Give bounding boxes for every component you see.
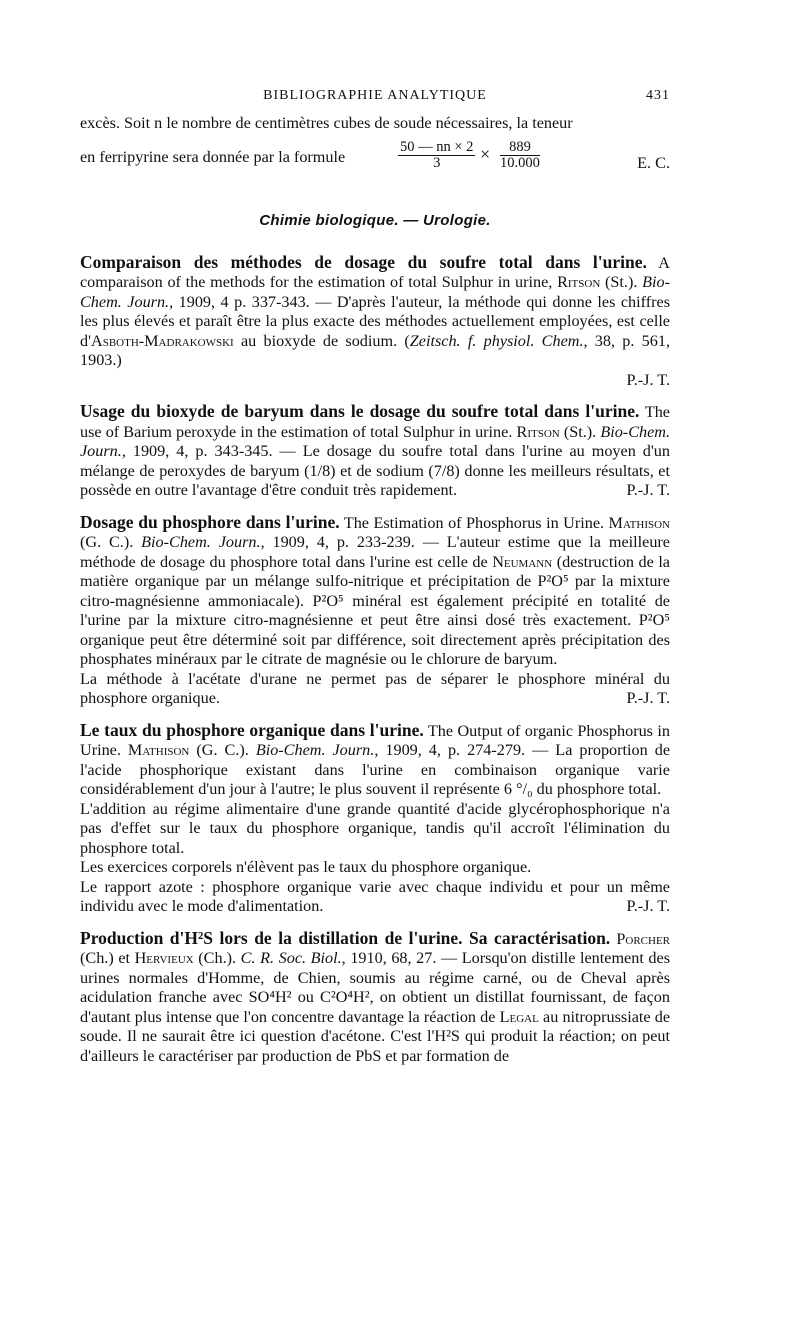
article-2-text: , 1909, 4, p. 343-345. — Le dosage du soufre total dans l'urine au moyen d'un mélange de peroxydes de baryum (1/8) et de sodium (7/8) donne les meilleurs résultats, et possède en outre l'avantage d'être conduit très rapidement.: [80, 442, 670, 499]
journal-name: Bio-Chem. Journ.: [141, 533, 261, 551]
author-name: Mathison: [608, 513, 670, 532]
article-2: [80, 402, 670, 501]
journal-name: Bio-Chem. Journ.: [80, 422, 671, 460]
article-4-title: Le taux du phosphore organique dans l'urine.: [80, 719, 424, 740]
fraction-1-denominator: 3: [433, 154, 441, 171]
article-5-title: Production d'H²S lors de la distillation de l'urine. Sa caractérisation.: [80, 927, 611, 948]
author-name: Mathison: [127, 741, 190, 759]
intro-signature: E. C.: [637, 153, 670, 172]
article-3-body: [80, 513, 670, 670]
article-1-title: Comparaison des méthodes de dosage du soufre total dans l'urine.: [80, 251, 647, 272]
article-3-paragraph-2: [80, 670, 670, 709]
article-4-text: , 1909, 4, p. 274-279. — La proportion de l'acide phosphorique existant dans l'urine en combinaison organique varie considérablement d'un jour à l'autre; le plus souvent il représente 6 °/₀ du phosphore total.: [80, 741, 671, 798]
journal-name: C. R. Soc. Biol.: [240, 949, 342, 967]
section-heading: Chimie biologique. — Urologie.: [259, 211, 491, 229]
article-4: [80, 721, 670, 917]
article-1-text: (St.).: [600, 273, 643, 291]
article-4-paragraph-4: [80, 878, 670, 917]
author-name: Neumann: [492, 552, 553, 571]
fraction-2-denominator: 10.000: [500, 154, 540, 171]
article-2-title: Usage du bioxyde de baryum dans le dosage du soufre total dans l'urine.: [80, 401, 640, 421]
journal-name: Zeitsch. f. physiol. Chem.: [409, 331, 584, 350]
intro-line-1: excès. Soit n le nombre de centimètres cubes de soude nécessaires, la teneur: [80, 114, 573, 132]
multiply-sign: ×: [480, 143, 491, 164]
article-2-text: The use of Barium peroxyde in the estimation of total Sulphur in urine.: [80, 403, 670, 441]
article-5-text: au nitroprussiate de soude. Il ne saurait être ici question d'acétone. C'est l'H²S qui produit la réaction; on peut d'ailleurs le caractériser par production de PbS et par formation de: [80, 1007, 671, 1065]
author-name: Ritson: [516, 422, 560, 441]
article-2-body: [80, 402, 670, 501]
running-title: BIBLIOGRAPHIE ANALYTIQUE: [263, 88, 487, 103]
article-4-paragraph-3: Les exercices corporels n'élèvent pas le taux du phosphore organique.: [80, 858, 532, 876]
article-1-text: au bioxyde de sodium. (: [233, 331, 410, 350]
article-1-body: [80, 253, 670, 371]
article-5-text: , 1910, 68, 27. — Lorsqu'on distille lentement des urines normales d'Homme, de Chien, soumis au régime carné, ou de Cheval après acidulation franche avec SO⁴H² ou C²O⁴H², on obtient un distillat fournissant, de façon d'autant plus intense que l'on concentre davantage la réaction de: [80, 949, 670, 1026]
formula-fraction-2: [500, 140, 540, 171]
running-head: [80, 88, 670, 110]
formula-fraction-1: [398, 140, 475, 171]
article-4-text: The Output of organic Phosphorus in Urine.: [80, 721, 670, 759]
formula-line: [80, 134, 670, 180]
author-name: Asboth-Madrakowski: [91, 331, 234, 350]
article-4-text: (G. C.).: [189, 741, 256, 759]
author-name: Ritson: [557, 273, 601, 291]
article-3-text: , 1909, 4, p. 233-239. — L'auteur estime que la meilleure méthode de dosage du phosphore total dans l'urine est celle de: [80, 533, 670, 571]
author-name: Porcher: [616, 929, 670, 948]
page: [80, 88, 670, 1066]
article-3-text: (G. C.).: [80, 533, 142, 551]
article-3-text: (destruction de la matière organique par un mélange sulfo-nitrique et précipitation de P²O⁵ par la mixture citro-magnésienne ammoniacale). P²O⁵ minéral est également précipité en totalité de l'urine par la mixture citro-magnésienne et peut être ainsi dosé très exactement. P²O⁵ organique peut être déterminé soit par différence, soit directement après précipitation des phosphates minéraux par le citrate de magnésie ou le chlorure de baryum.: [80, 552, 670, 668]
article-4-signature: P.-J. T.: [626, 897, 670, 915]
article-5-text: (Ch.).: [193, 949, 241, 967]
article-4-body: [80, 721, 670, 800]
article-5: [80, 929, 670, 1067]
article-3: [80, 513, 670, 709]
article-1: [80, 253, 670, 391]
article-2-signature: P.-J. T.: [626, 481, 670, 499]
fraction-2-numerator: 889: [500, 140, 540, 156]
article-2-text: (St.).: [559, 422, 601, 441]
article-3-signature: P.-J. T.: [626, 689, 670, 707]
formula-intro-text: en ferripyrine sera donnée par la formule: [80, 147, 346, 166]
journal-name: Bio-Chem. Journ.: [80, 273, 670, 311]
page-number: 431: [646, 88, 670, 103]
journal-name: Bio-Chem. Journ.: [255, 741, 375, 759]
article-4-para-4-text: Le rapport azote : phosphore organique varie avec chaque individu et pour un même individu avec le mode d'alimentation.: [80, 877, 670, 915]
article-5-body: [80, 929, 670, 1067]
article-3-title: Dosage du phosphore dans l'urine.: [80, 511, 340, 532]
article-1-text: A comparaison of the methods for the estimation of total Sulphur in urine,: [80, 253, 670, 291]
author-name: Legal: [499, 1007, 539, 1026]
author-name: Hervieux: [134, 949, 194, 967]
fraction-1-numerator: 50 — nn × 2: [400, 138, 474, 155]
article-1-text: , 38, p. 561, 1903.): [80, 331, 670, 369]
article-3-text: The Estimation of Phosphorus in Urine.: [343, 513, 609, 532]
article-1-text: , 1909, 4 p. 337-343. — D'après l'auteur, la méthode qui donne les chiffres les plus élevés et paraît être la plus exacte des méthodes actuellement employées, est celle d': [80, 292, 670, 350]
article-4-paragraph-2: L'addition au régime alimentaire d'une grande quantité d'acide glycérophosphorique n'a pas d'effet sur le taux du phosphore organique, tandis qu'il accroît l'élimination du phosphore total.: [80, 799, 670, 857]
article-3-para-2-text: La méthode à l'acétate d'urane ne permet pas de séparer le phosphore minéral du phosphore organique.: [80, 669, 670, 707]
article-5-text: (Ch.) et: [80, 949, 135, 967]
article-1-signature: P.-J. T.: [626, 370, 670, 389]
